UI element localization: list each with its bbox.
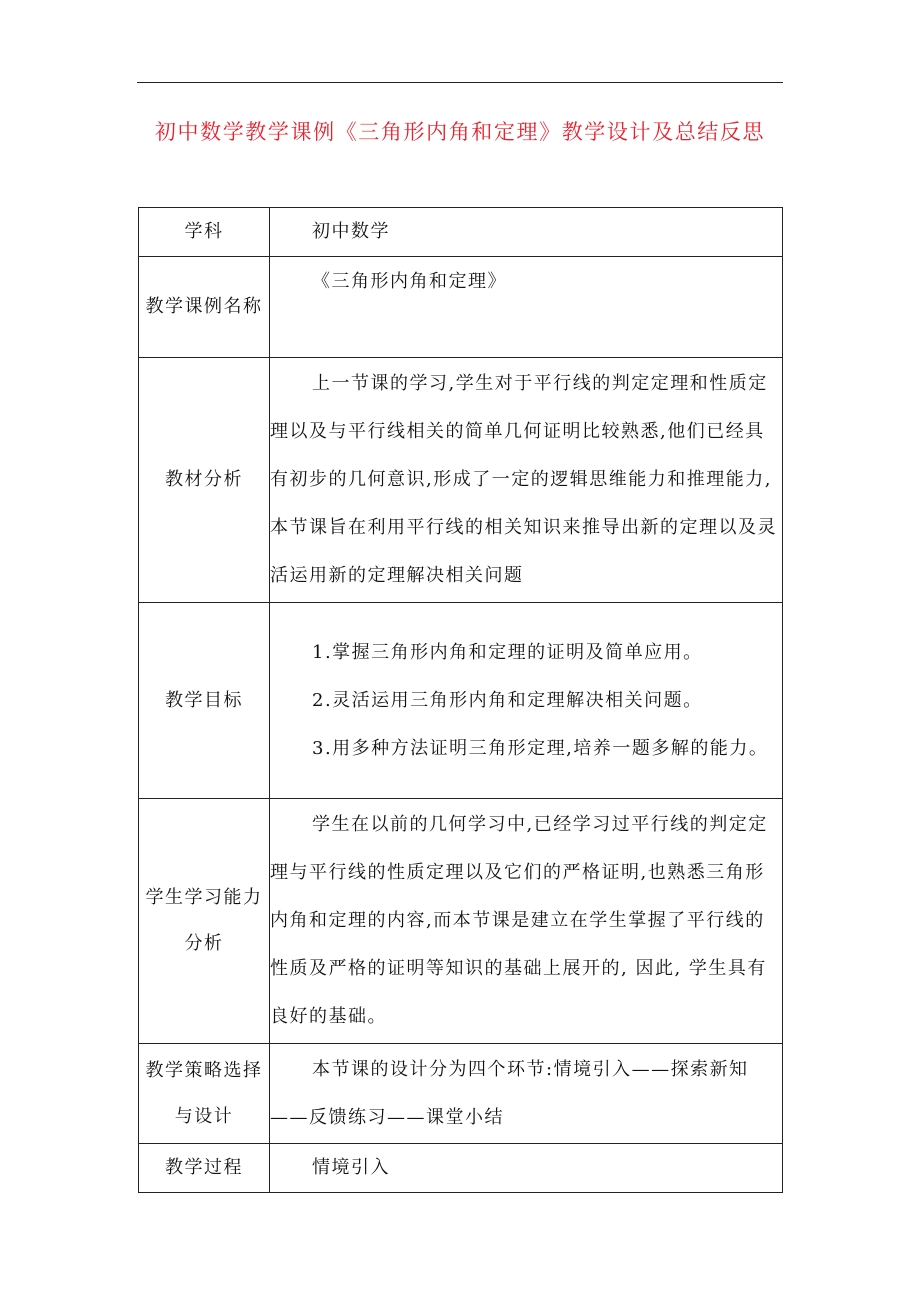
student-ability-label: 学生学习能力分析 — [139, 799, 270, 1044]
strategy-text: 本节课的设计分为四个环节:情境引入——探索新知——反馈练习——课堂小结 — [270, 1058, 749, 1128]
lesson-design-table — [138, 207, 783, 1193]
teaching-goals-content — [270, 603, 783, 799]
table-row-strategy — [139, 1044, 783, 1144]
table-row-student-ability — [139, 799, 783, 1044]
table-row-process — [139, 1144, 783, 1193]
table-row-course-name — [139, 257, 783, 358]
process-label: 教学过程 — [139, 1144, 270, 1193]
strategy-label: 教学策略选择与设计 — [139, 1044, 270, 1144]
table-row-teaching-goals — [139, 603, 783, 799]
teaching-goal-item: 2.灵活运用三角形内角和定理解决相关问题。 — [312, 689, 703, 711]
teaching-goal-item: 1.掌握三角形内角和定理的证明及简单应用。 — [312, 641, 703, 663]
course-name-value-text: 《三角形内角和定理》 — [312, 271, 507, 292]
strategy-content — [270, 1044, 783, 1144]
subject-value-text: 初中数学 — [312, 221, 390, 242]
document-title: 初中数学教学课例《三角形内角和定理》教学设计及总结反思 — [154, 120, 766, 144]
teaching-goals-label: 教学目标 — [139, 603, 270, 799]
table-row-material-analysis — [139, 358, 783, 603]
student-ability-text: 学生在以前的几何学习中,已经学习过平行线的判定定理与平行线的性质定理以及它们的严格证明,也熟悉三角形内角和定理的内容,而本节课是建立在学生掌握了平行线的性质及严格的证明等知识的基础上展开的, 因此, 学生具有良好的基础。 — [270, 814, 768, 1027]
material-analysis-label: 教材分析 — [139, 358, 270, 603]
subject-label: 学科 — [139, 208, 270, 257]
header-rule — [137, 82, 783, 83]
course-name-value — [270, 257, 783, 358]
table-row-subject — [139, 208, 783, 257]
material-analysis-text: 上一节课的学习,学生对于平行线的判定定理和性质定理以及与平行线相关的简单几何证明比较熟悉,他们已经具有初步的几何意识,形成了一定的逻辑思维能力和推理能力,本节课旨在利用平行线的相关知识来推导出新的定理以及灵活运用新的定理解决相关问题 — [270, 373, 777, 586]
process-value — [270, 1144, 783, 1193]
process-value-text: 情境引入 — [312, 1157, 390, 1178]
subject-value — [270, 208, 783, 257]
student-ability-content — [270, 799, 783, 1044]
material-analysis-content — [270, 358, 783, 603]
teaching-goal-item: 3.用多种方法证明三角形定理,培养一题多解的能力。 — [312, 737, 769, 759]
course-name-label: 教学课例名称 — [139, 257, 270, 358]
